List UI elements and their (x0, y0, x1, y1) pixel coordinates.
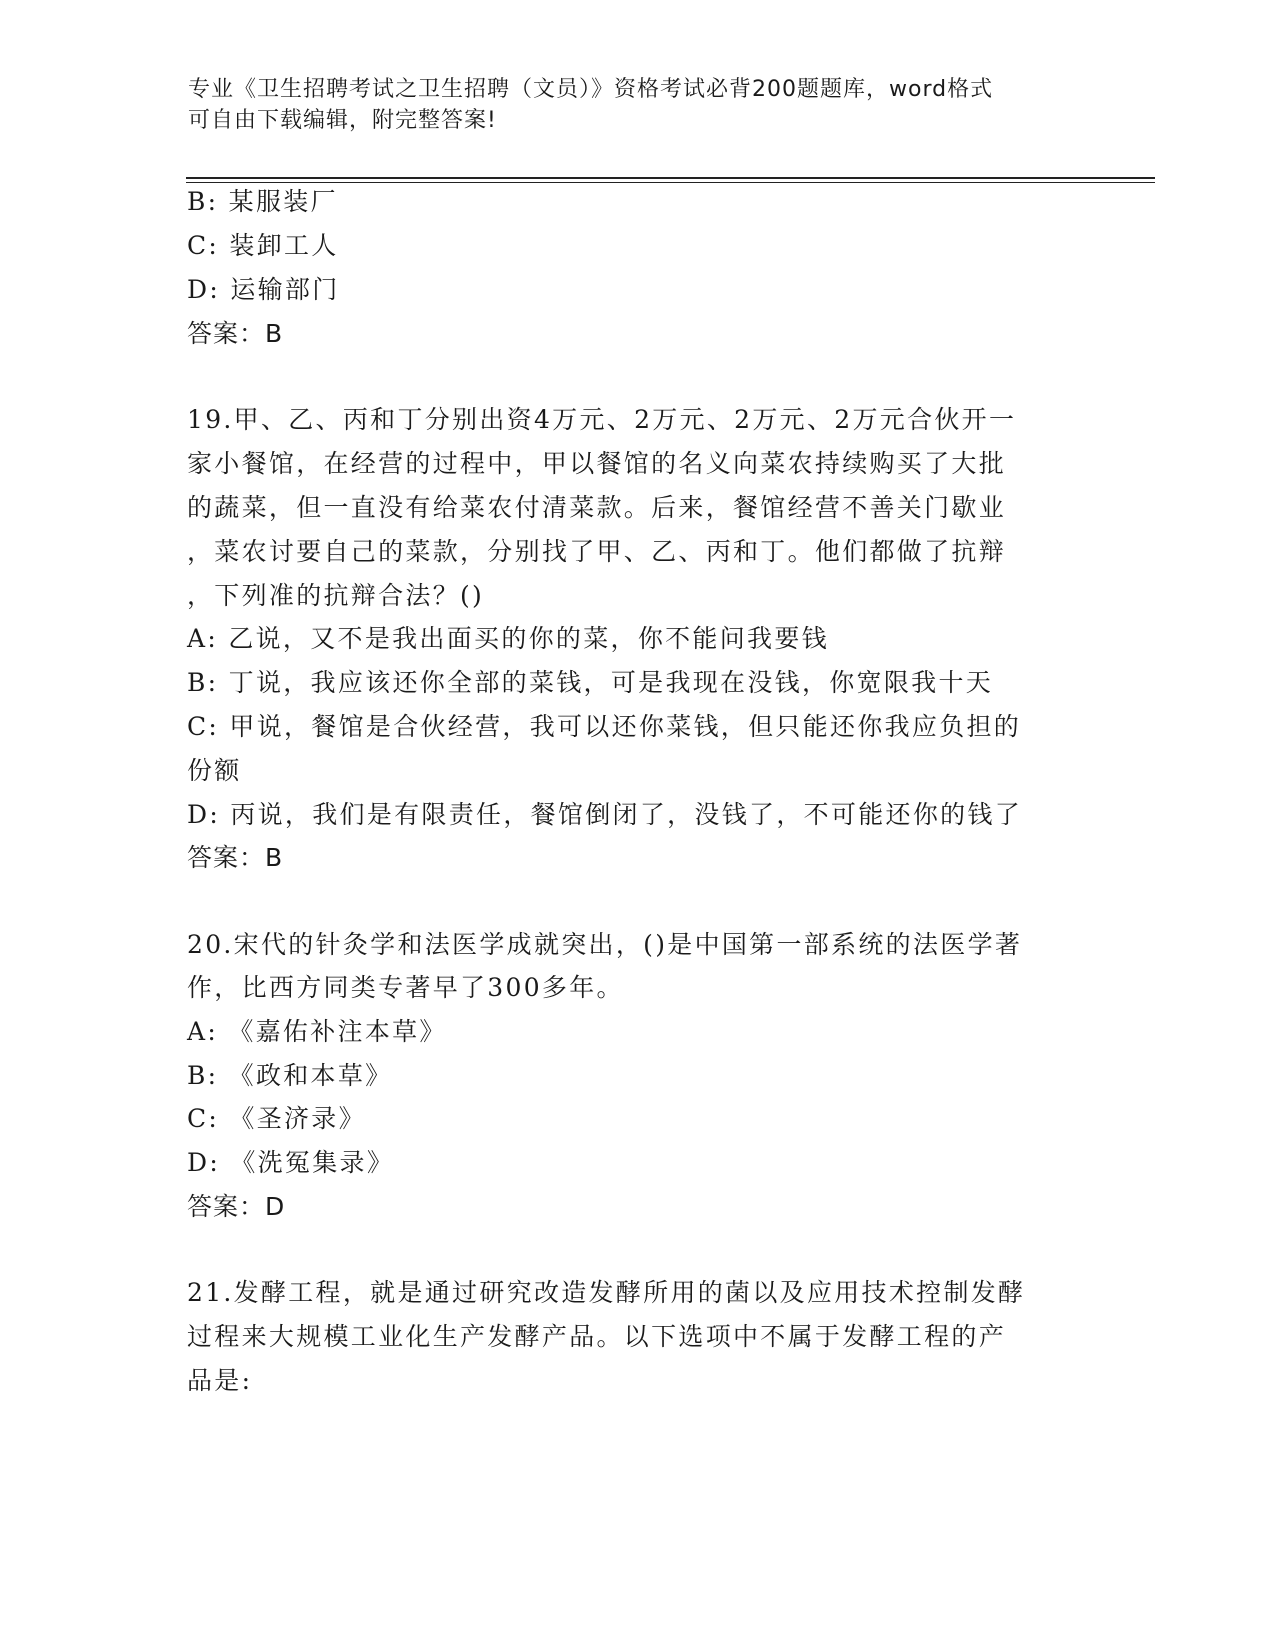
q19-text-line: 的蔬菜，但一直没有给菜农付清菜款。后来，餐馆经营不善关门歇业 (187, 493, 1007, 522)
q19-text-line: 家小餐馆，在经营的过程中，甲以餐馆的名义向菜农持续购买了大批 (187, 449, 1007, 478)
header-divider-thin (186, 182, 1155, 183)
header-line-2: 可自由下载编辑，附完整答案! (188, 108, 497, 133)
q21-text-line: 过程来大规模工业化生产发酵产品。以下选项中不属于发酵工程的产 (187, 1322, 1007, 1351)
q18-option-c: C: 装卸工人 (187, 231, 339, 260)
q20-answer: 答案：D (187, 1192, 286, 1221)
q20-option-c: C: 《圣济录》 (187, 1104, 366, 1133)
q21-text-line: 品是: (187, 1366, 253, 1395)
q20-text-line: 20.宋代的针灸学和法医学成就突出，()是中国第一部系统的法医学著 (187, 930, 1023, 959)
q19-answer: 答案：B (187, 843, 284, 872)
q19-text-line: 19.甲、乙、丙和丁分别出资4万元、2万元、2万元、2万元合伙开一 (187, 405, 1017, 434)
q20-option-a: A: 《嘉佑补注本草》 (187, 1017, 447, 1046)
q20-option-d: D: 《洗冤集录》 (187, 1148, 395, 1177)
q19-option-c: C: 甲说，餐馆是合伙经营，我可以还你菜钱，但只能还你我应负担的 (187, 712, 1022, 741)
document-header (188, 74, 1088, 136)
q18-answer: 答案：B (187, 319, 284, 348)
header-divider-thick (186, 177, 1155, 179)
q18-option-b: B: 某服装厂 (187, 187, 338, 216)
q20-text-line: 作，比西方同类专著早了300多年。 (187, 973, 624, 1002)
q18-option-d: D: 运输部门 (187, 275, 340, 304)
q19-option-d: D: 丙说，我们是有限责任，餐馆倒闭了，没钱了，不可能还你的钱了 (187, 800, 1023, 829)
q19-text-line: ，下列准的抗辩合法？() (187, 581, 485, 610)
header-line-1: 专业《卫生招聘考试之卫生招聘（文员）》资格考试必背200题题库，word格式 (188, 77, 994, 102)
q19-option-c-cont: 份额 (187, 756, 242, 785)
q19-option-a: A: 乙说，又不是我出面买的你的菜，你不能问我要钱 (187, 624, 829, 653)
q20-option-b: B: 《政和本草》 (187, 1061, 393, 1090)
q19-text-line: ，菜农讨要自己的菜款，分别找了甲、乙、丙和丁。他们都做了抗辩 (187, 537, 1007, 566)
q19-option-b: B: 丁说，我应该还你全部的菜钱，可是我现在没钱，你宽限我十天 (187, 668, 994, 697)
q21-text-line: 21.发酵工程，就是通过研究改造发酵所用的菌以及应用技术控制发酵 (187, 1278, 1026, 1307)
